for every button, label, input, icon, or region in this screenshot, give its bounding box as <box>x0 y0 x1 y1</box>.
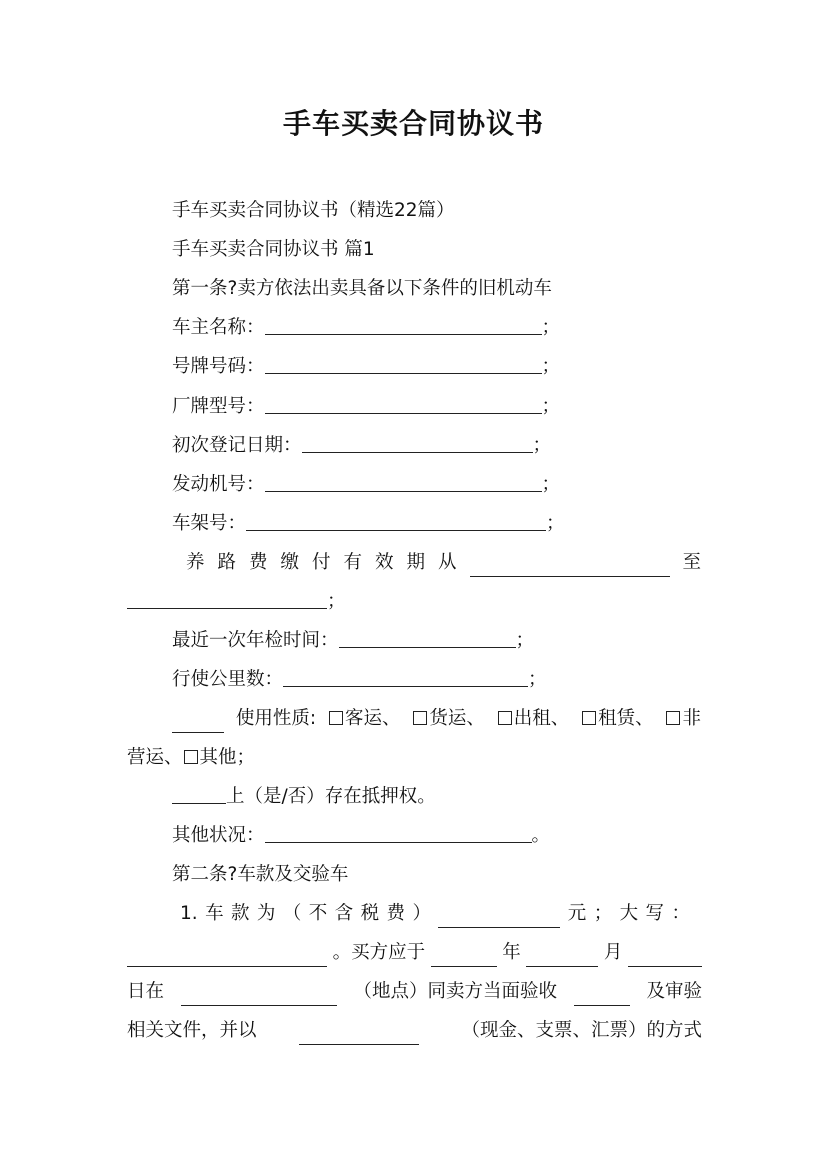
payment-month: 月 <box>603 942 623 963</box>
semicolon: ； <box>532 435 552 456</box>
payment-place-row <box>127 978 702 1006</box>
price-blank[interactable] <box>438 907 560 928</box>
mortgage-row <box>172 783 436 811</box>
engine-number-label: 发动机号： <box>172 474 265 495</box>
engine-number-row <box>172 471 560 499</box>
mileage-blank[interactable] <box>283 666 528 687</box>
plate-number-label: 号牌号码： <box>172 356 265 377</box>
model-blank[interactable] <box>265 393 542 414</box>
document-subtitle: 手车买卖合同协议书（精选22篇） <box>172 200 455 221</box>
usage-option-lease: 租赁、 <box>598 708 654 729</box>
usage-option-other: 其他； <box>199 747 256 768</box>
other-status-row <box>172 822 550 850</box>
payment-yuan: 元 <box>567 903 587 924</box>
payment-related-docs: 相关文件，并以 <box>127 1020 257 1041</box>
road-fee-char: 付 <box>312 552 331 573</box>
first-registration-row <box>172 432 551 460</box>
payment-char: 不 <box>308 903 328 924</box>
road-fee-row <box>186 549 701 577</box>
payment-methods: （现金、支票、汇票）的方式 <box>461 1020 702 1041</box>
usage-option-non-operating-b: 营运、 <box>127 747 183 768</box>
payment-colon: ： <box>671 903 690 924</box>
payment-place: （地点）同卖方当面验收 <box>353 981 557 1002</box>
payment-date-row <box>127 939 702 967</box>
article2-heading: 第二条?车款及交验车 <box>172 864 349 885</box>
last-inspection-label: 最近一次年检时间： <box>172 630 339 651</box>
year-blank[interactable] <box>431 946 497 967</box>
semicolon: ； <box>541 317 561 338</box>
checkbox-icon[interactable] <box>498 711 512 725</box>
mileage-label: 行使公里数： <box>172 669 284 690</box>
payment-row <box>180 900 690 928</box>
owner-name-blank[interactable] <box>265 314 542 335</box>
semicolon: ； <box>546 513 565 534</box>
usage-row <box>172 705 701 733</box>
mileage-row <box>172 666 547 694</box>
road-fee-char: 期 <box>406 552 426 573</box>
semicolon: ； <box>541 396 561 417</box>
frame-number-row <box>172 510 565 538</box>
payment-char: 费 <box>386 903 406 924</box>
checkbox-icon[interactable] <box>329 711 343 725</box>
model-label: 厂牌型号： <box>172 396 265 417</box>
usage-option-non-operating-a: 非 <box>682 708 701 729</box>
last-inspection-row <box>172 627 534 655</box>
usage-option-rental: 出租、 <box>513 708 570 729</box>
payment-char: 为 <box>256 903 276 924</box>
price-uppercase-blank[interactable] <box>127 946 327 967</box>
payment-and-review: 及审验 <box>646 981 702 1002</box>
payment-buyer-should: 。买方应于 <box>332 942 426 963</box>
payment-char: 写 <box>645 903 665 924</box>
payment-char: 1. <box>180 903 198 924</box>
mortgage-blank[interactable] <box>172 783 226 804</box>
other-status-blank[interactable] <box>265 822 532 843</box>
owner-name-label: 车主名称： <box>172 317 265 338</box>
model-row <box>172 393 560 421</box>
payment-day-at: 日在 <box>127 981 165 1002</box>
frame-number-label: 车架号： <box>172 513 247 534</box>
payment-semicolon: ； <box>593 903 613 924</box>
road-fee-start-blank[interactable] <box>470 556 670 577</box>
semicolon: ； <box>515 630 535 651</box>
other-status-label: 其他状况： <box>172 825 265 846</box>
payment-char: （ <box>282 903 302 924</box>
first-registration-blank[interactable] <box>302 432 533 453</box>
semicolon: ； <box>541 474 561 495</box>
plate-number-row <box>172 353 560 381</box>
method-blank[interactable] <box>299 1024 419 1045</box>
checkbox-icon[interactable] <box>413 711 427 725</box>
road-fee-char: 缴 <box>280 552 300 573</box>
road-fee-char: 从 <box>438 552 457 573</box>
usage-blank[interactable] <box>172 712 224 733</box>
usage-label: 使用性质: <box>235 708 317 729</box>
road-fee-end-blank[interactable] <box>127 588 327 609</box>
last-inspection-blank[interactable] <box>339 627 516 648</box>
first-registration-label: 初次登记日期： <box>172 435 302 456</box>
day-blank[interactable] <box>628 946 702 967</box>
other-status-end: 。 <box>531 825 551 846</box>
road-fee-char: 效 <box>375 552 394 573</box>
payment-char: 款 <box>230 903 250 924</box>
frame-number-blank[interactable] <box>246 510 546 531</box>
payment-char: 车 <box>205 903 224 924</box>
owner-name-row <box>172 314 560 342</box>
payment-char: ） <box>412 903 431 924</box>
checkbox-icon[interactable] <box>184 750 198 764</box>
payment-year: 年 <box>502 942 521 963</box>
plate-number-blank[interactable] <box>265 353 542 374</box>
road-fee-to: 至 <box>682 552 701 573</box>
payment-method-row <box>127 1017 702 1045</box>
month-blank[interactable] <box>526 946 598 967</box>
inspection-blank[interactable] <box>574 985 630 1006</box>
usage-row-continued <box>127 744 255 772</box>
engine-number-blank[interactable] <box>265 471 542 492</box>
payment-char: 含 <box>334 903 354 924</box>
document-title: 手车买卖合同协议书 <box>282 107 544 140</box>
usage-option-passenger: 客运、 <box>344 708 401 729</box>
road-fee-end-punct: ； <box>327 591 346 612</box>
payment-char: 大 <box>619 903 639 924</box>
semicolon: ； <box>528 669 547 690</box>
semicolon: ； <box>541 356 561 377</box>
road-fee-char: 养 <box>186 552 205 573</box>
place-blank[interactable] <box>181 985 337 1006</box>
mortgage-text: 上（是/否）存在抵押权。 <box>226 786 436 807</box>
checkbox-icon[interactable] <box>582 711 596 725</box>
checkbox-icon[interactable] <box>666 711 680 725</box>
road-fee-char: 路 <box>217 552 237 573</box>
usage-option-freight: 货运、 <box>429 708 485 729</box>
road-fee-char: 有 <box>343 552 363 573</box>
article1-heading: 第一条?卖方依法出卖具备以下条件的旧机动车 <box>172 278 552 299</box>
road-fee-char: 费 <box>249 552 268 573</box>
section-label: 手车买卖合同协议书 篇1 <box>172 239 375 260</box>
road-fee-end-row <box>127 588 346 616</box>
payment-char: 税 <box>360 903 380 924</box>
